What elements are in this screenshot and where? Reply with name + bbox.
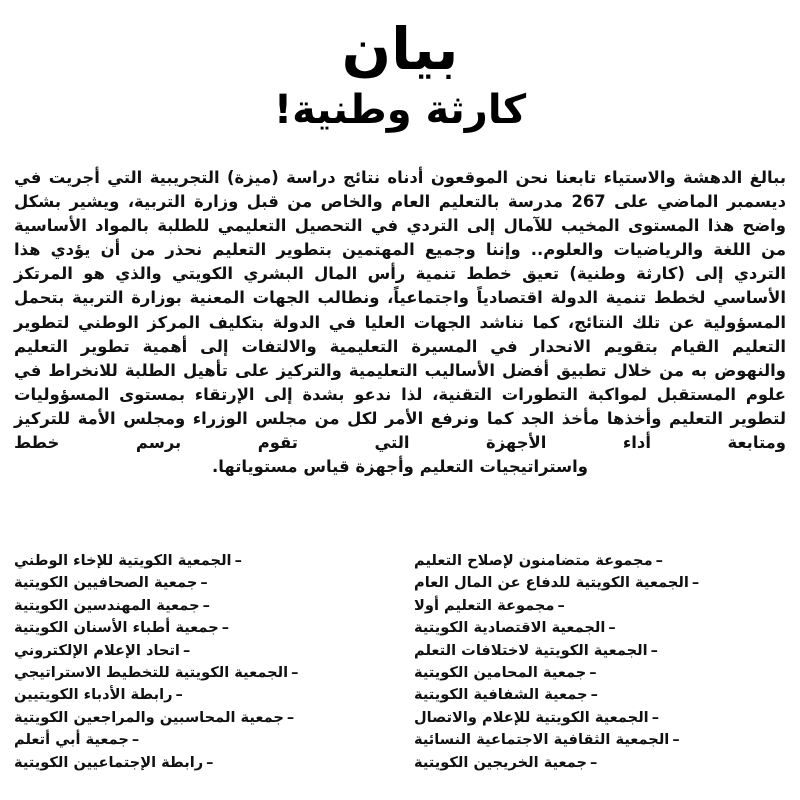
dash-marker: – [557, 596, 565, 614]
statement-paragraph-2: واستراتيجيات التعليم وأجهزة قياس مستوياتها. [212, 457, 588, 477]
list-item [14, 550, 386, 572]
masthead [0, 15, 800, 133]
dash-marker: – [590, 686, 598, 704]
list-item [414, 729, 786, 751]
signer-name: اتحاد الإعلام الإلكتروني [14, 641, 180, 659]
signer-name: جمعية الخريجين الكويتية [414, 753, 588, 771]
dash-marker: – [206, 753, 214, 771]
list-item [414, 572, 786, 594]
dash-marker: – [175, 686, 183, 704]
list-item [14, 752, 386, 774]
list-item [414, 684, 786, 706]
list-item [414, 550, 786, 572]
dash-marker: – [589, 664, 597, 682]
list-item [14, 572, 386, 594]
list-item [14, 662, 386, 684]
signer-name: مجموعة التعليم أولا [414, 596, 555, 614]
dash-marker: – [651, 708, 659, 726]
list-item [414, 617, 786, 639]
signatories-column-right [414, 550, 786, 774]
dash-marker: – [691, 574, 700, 592]
signer-name: رابطة الأدباء الكويتيين [14, 686, 173, 704]
dash-marker: – [182, 641, 191, 659]
list-item [414, 707, 786, 729]
list-item [14, 684, 386, 706]
dash-marker: – [202, 596, 210, 614]
signer-name: جمعية المحامين الكويتية [414, 664, 587, 682]
dash-marker: – [650, 641, 658, 659]
signer-name: الجمعية الكويتية للدفاع عن المال العام [414, 574, 689, 592]
signer-name: الجمعية الكويتية للتخطيط الاستراتيجي [14, 664, 289, 682]
dash-marker: – [672, 731, 680, 749]
dash-marker: – [590, 753, 598, 771]
list-item [414, 595, 786, 617]
signer-name: جمعية المهندسين الكويتية [14, 596, 200, 614]
signer-name: رابطة الإجتماعيين الكويتية [14, 753, 204, 771]
signer-name: الجمعية الثقافية الاجتماعية النسائية [414, 731, 670, 749]
signer-name: جمعية أبي أتعلم [14, 731, 129, 749]
dash-marker: – [608, 619, 616, 637]
signatories-list [14, 550, 786, 774]
list-item [14, 729, 386, 751]
signer-name: جمعية المحاسبين والمراجعين الكويتية [14, 708, 284, 726]
signer-name: جمعية الشفافية الكويتية [414, 686, 588, 704]
page-title: بيان [341, 15, 459, 83]
statement-body [14, 166, 786, 479]
signer-name: مجموعة متضامنون لإصلاح التعليم [414, 552, 653, 569]
list-item [14, 640, 386, 662]
dash-marker: – [286, 708, 295, 726]
signatories-column-left [14, 550, 386, 774]
list-item [414, 640, 786, 662]
dash-marker: – [131, 731, 140, 749]
statement-paragraph-1: ببالغ الدهشة والاستياء تابعنا نحن الموقعون أدناه نتائج دراسة (ميزة) التجريبية التي أجريت في ديسمبر الماضي على 267 مدرسة بالتعليم العام والخاص من قبل وزارة التربية، ويشير بشكل واضح هذا المستوى المخيب للآمال إلى التردي في التحصيل التعليمي للطلبة بالمواد الأساسية من اللغة والرياضيات والعلوم.. وإننا وجميع المهتمين بتطوير التعليم نحذر من أن يؤدي هذا التردي إلى (كارثة وطنية) تعيق خطط تنمية رأس المال البشري الكويتي والذي هو المرتكز الأساسي لخطط تنمية الدولة اقتصادياً واجتماعياً، ونطالب الجهات المعنية بوزارة التربية بتحمل المسؤولية عن تلك النتائج، كما نناشد الجهات العليا في الدولة بتكليف المركز الوطني لتطوير التعليم القيام بتقويم الانحدار في المسيرة التعليمية والالتفات إلى أهمية تطوير التعليم والنهوض به من خلال تطبيق أفضل الأساليب التعليمية والتركيز على تأهيل الطلبة للانخراط في علوم المستقبل لمواكبة التطورات التقنية، لذا ندعو بشدة إلى الإرتقاء بمستوى المسؤوليات لتطوير التعليم وأخذها مأخذ الجد كما ونرفع الأمر لكل من مجلس الوزراء ومجلس الأمة للتركيز ومتابعة أداء الأجهزة التي تقوم برسم خطط [14, 168, 786, 453]
dash-marker: – [655, 552, 663, 569]
list-item [14, 707, 386, 729]
list-item [414, 662, 786, 684]
signer-name: الجمعية الكويتية للإخاء الوطني [14, 552, 232, 569]
page-subtitle: كارثة وطنية! [273, 86, 527, 133]
dash-marker: – [234, 552, 242, 569]
list-item [14, 595, 386, 617]
signer-name: الجمعية الكويتية لاختلافات التعلم [414, 641, 648, 659]
signer-name: جمعية الصحافيين الكويتية [14, 574, 198, 592]
dash-marker: – [291, 664, 299, 682]
dash-marker: – [221, 619, 230, 637]
signer-name: الجمعية الاقتصادية الكويتية [414, 619, 606, 637]
signer-name: الجمعية الكويتية للإعلام والاتصال [414, 708, 649, 726]
list-item [414, 752, 786, 774]
list-item [14, 617, 386, 639]
dash-marker: – [200, 574, 208, 592]
signer-name: جمعية أطباء الأسنان الكويتية [14, 619, 219, 637]
